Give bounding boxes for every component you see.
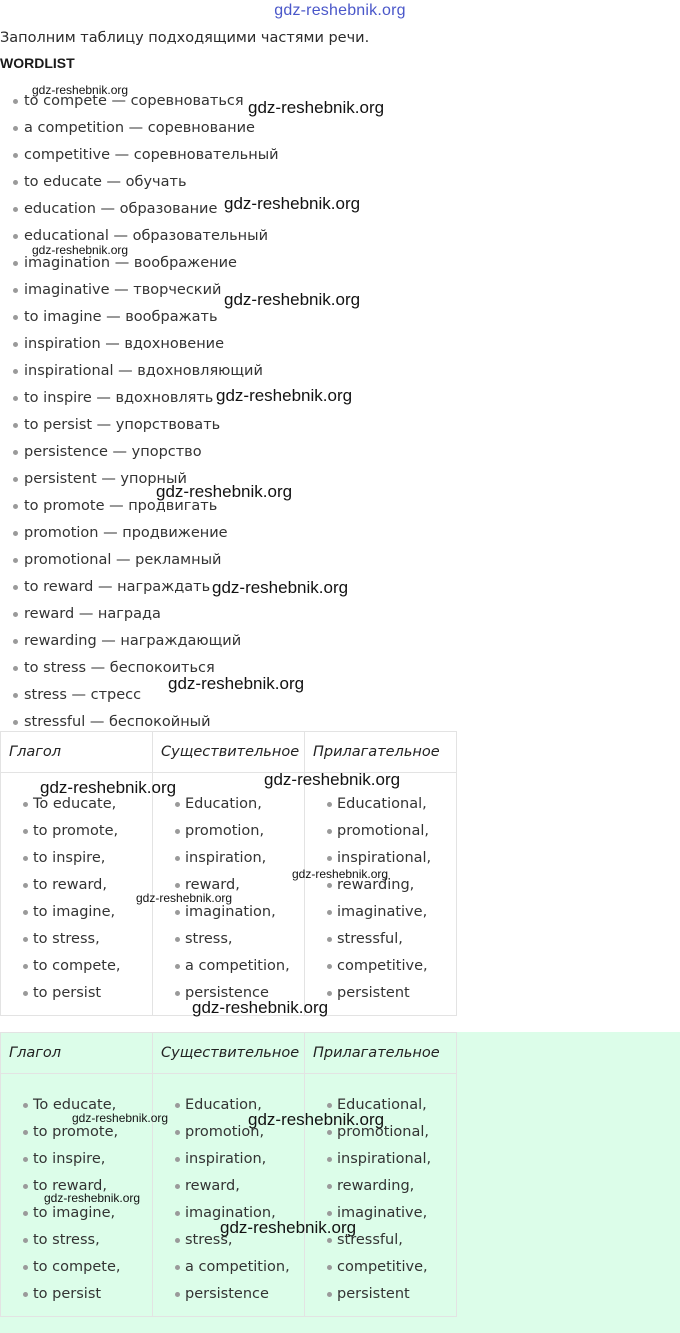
header-adjective: Прилагательное <box>305 732 457 773</box>
verb-item: to reward, <box>1 872 152 899</box>
watermark: gdz-reshebnik.org <box>224 194 361 213</box>
watermark: gdz-reshebnik.org <box>136 891 233 905</box>
watermark: gdz-reshebnik.org <box>72 1111 169 1125</box>
watermark: gdz-reshebnik.org <box>248 98 385 117</box>
header-verb: Глагол <box>1 732 153 773</box>
wordlist-item: rewarding — награждающий <box>0 628 279 655</box>
wordlist-title: WORDLIST <box>0 55 75 71</box>
adjective-item: competitive, <box>305 953 456 980</box>
wordlist-item: persistence — упорство <box>0 439 279 466</box>
watermark: gdz-reshebnik.org <box>216 386 353 405</box>
adjective-item: competitive, <box>305 1254 456 1281</box>
wordlist-item: education — образование <box>0 196 279 223</box>
adjective-item: imaginative, <box>305 1200 456 1227</box>
noun-item: stress, <box>153 1227 304 1254</box>
wordlist-item: to imagine — воображать <box>0 304 279 331</box>
wordlist-item: stress — стресс <box>0 682 279 709</box>
adjective-item: stressful, <box>305 1227 456 1254</box>
adjective-item: imaginative, <box>305 899 456 926</box>
header-verb: Глагол <box>1 1033 153 1074</box>
adjective-item: rewarding, <box>305 1173 456 1200</box>
watermark: gdz-reshebnik.org <box>192 998 329 1017</box>
adjective-item: promotional, <box>305 818 456 845</box>
wordlist-item: to stress — беспокоиться <box>0 655 279 682</box>
header-adjective: Прилагательное <box>305 1033 457 1074</box>
verb-item: to stress, <box>1 1227 152 1254</box>
wordlist-item: stressful — беспокойный <box>0 709 279 736</box>
adjective-item: inspirational, <box>305 1146 456 1173</box>
verb-item: to stress, <box>1 926 152 953</box>
verb-item: to persist <box>1 1281 152 1308</box>
verb-item: to imagine, <box>1 1200 152 1227</box>
adjective-cell <box>305 773 457 1016</box>
verb-item: to inspire, <box>1 1146 152 1173</box>
noun-item: imagination, <box>153 1200 304 1227</box>
answer-table <box>0 1032 457 1317</box>
wordlist-item: to educate — обучать <box>0 169 279 196</box>
wordlist-item: to inspire — вдохновлять <box>0 385 279 412</box>
watermark: gdz-reshebnik.org <box>220 1218 357 1237</box>
site-header-watermark[interactable]: gdz-reshebnik.org <box>274 2 406 19</box>
verb-item: to inspire, <box>1 845 152 872</box>
verb-item: to compete, <box>1 953 152 980</box>
header-noun: Существительное <box>153 732 305 773</box>
noun-item: inspiration, <box>153 845 304 872</box>
noun-item: inspiration, <box>153 1146 304 1173</box>
adjective-item: inspirational, <box>305 845 456 872</box>
verb-item: To educate, <box>1 1092 152 1119</box>
noun-item: persistence <box>153 980 304 1007</box>
wordlist-item: educational — образовательный <box>0 223 279 250</box>
noun-item: reward, <box>153 1173 304 1200</box>
wordlist-item: inspirational — вдохновляющий <box>0 358 279 385</box>
verb-item: To educate, <box>1 791 152 818</box>
adjective-item: promotional, <box>305 1119 456 1146</box>
wordlist-item: imagination — воображение <box>0 250 279 277</box>
watermark: gdz-reshebnik.org <box>44 1191 141 1205</box>
wordlist-item: persistent — упорный <box>0 466 279 493</box>
verb-item: to reward, <box>1 1173 152 1200</box>
noun-item: Education, <box>153 791 304 818</box>
watermark: gdz-reshebnik.org <box>168 674 305 693</box>
intro-text: Заполним таблицу подходящими частями речи. <box>0 30 370 46</box>
noun-item: promotion, <box>153 1119 304 1146</box>
watermark: gdz-reshebnik.org <box>32 243 129 257</box>
adjective-item: persistent <box>305 980 456 1007</box>
wordlist <box>0 88 279 736</box>
wordlist-item: to promote — продвигать <box>0 493 279 520</box>
noun-item: imagination, <box>153 899 304 926</box>
wordlist-item: to reward — награждать <box>0 574 279 601</box>
watermark: gdz-reshebnik.org <box>224 290 361 309</box>
noun-item: stress, <box>153 926 304 953</box>
wordlist-item: to persist — упорствовать <box>0 412 279 439</box>
watermark: gdz-reshebnik.org <box>40 778 177 797</box>
answer-block <box>0 1032 680 1333</box>
wordlist-item: competitive — соревновательный <box>0 142 279 169</box>
verb-item: to imagine, <box>1 899 152 926</box>
watermark: gdz-reshebnik.org <box>32 83 129 97</box>
noun-item: promotion, <box>153 818 304 845</box>
verb-item: to compete, <box>1 1254 152 1281</box>
watermark: gdz-reshebnik.org <box>248 1110 385 1129</box>
wordlist-item: reward — награда <box>0 601 279 628</box>
noun-item: reward, <box>153 872 304 899</box>
adjective-item: rewarding, <box>305 872 456 899</box>
noun-item: a competition, <box>153 953 304 980</box>
verb-cell <box>1 773 153 1016</box>
adjective-item: Educational, <box>305 791 456 818</box>
noun-item: a competition, <box>153 1254 304 1281</box>
watermark: gdz-reshebnik.org <box>292 867 389 881</box>
wordlist-item: promotional — рекламный <box>0 547 279 574</box>
wordlist-item: inspiration — вдохновение <box>0 331 279 358</box>
watermark: gdz-reshebnik.org <box>156 482 293 501</box>
adjective-item: stressful, <box>305 926 456 953</box>
watermark: gdz-reshebnik.org <box>264 770 401 789</box>
adjective-item: Educational, <box>305 1092 456 1119</box>
verb-item: to promote, <box>1 818 152 845</box>
adjective-item: persistent <box>305 1281 456 1308</box>
watermark: gdz-reshebnik.org <box>212 578 349 597</box>
wordlist-item: to compete — соревноваться <box>0 88 279 115</box>
noun-item: Education, <box>153 1092 304 1119</box>
verb-item: to persist <box>1 980 152 1007</box>
header-noun: Существительное <box>153 1033 305 1074</box>
wordlist-item: promotion — продвижение <box>0 520 279 547</box>
verb-item: to promote, <box>1 1119 152 1146</box>
wordlist-item: a competition — соревнование <box>0 115 279 142</box>
wordlist-item: imaginative — творческий <box>0 277 279 304</box>
noun-item: persistence <box>153 1281 304 1308</box>
